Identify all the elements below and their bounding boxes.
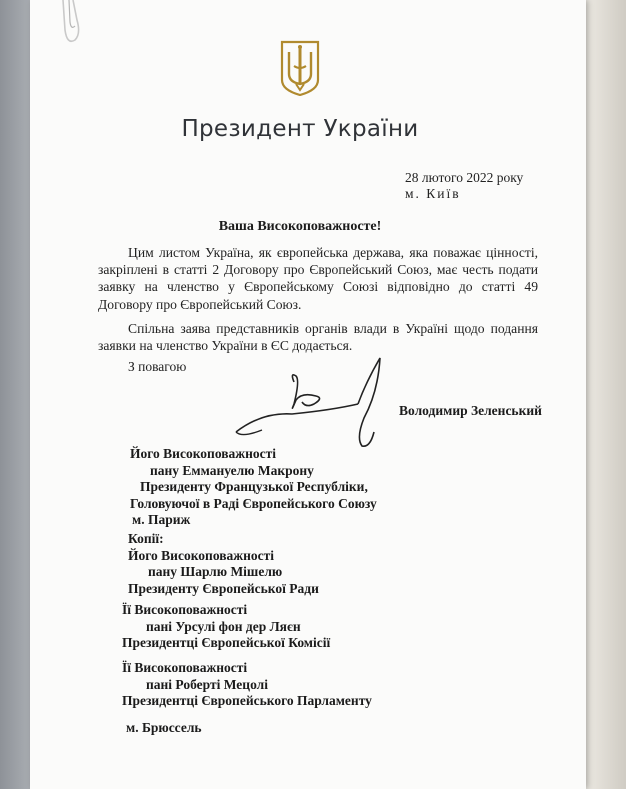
body-paragraph-1: Цим листом Україна, як європейська держава, яка поважає цінності, закріплені в статті 2 Договору про Європейський Союз, має честь подати заявку на членство у Європейському Союзі відповідно до статті 49 Договору про Європейський Союз. (98, 245, 538, 312)
copy-recipient-2 (122, 602, 330, 652)
copy-line: Її Високоповажності (122, 660, 248, 675)
copy-line: Її Високоповажності (122, 602, 248, 617)
addressee-line: пану Еммануелю Макрону (150, 462, 314, 478)
paper-clip-icon (55, 0, 85, 70)
addressee-line: Головуючої в Раді Європейського Союзу (130, 495, 377, 511)
page-title: Президент України (181, 116, 419, 142)
letter-city: м. Київ (405, 186, 461, 201)
copy-line: Президенту Європейської Ради (128, 580, 319, 596)
copies-label: Копії: (128, 531, 164, 546)
addressee-line: Президенту Французької Республіки, (140, 479, 368, 494)
closing-phrase: З повагою (128, 359, 187, 374)
addressee-line: Його Високоповажності (130, 446, 276, 461)
copy-line: пані Роберті Мецолі (146, 676, 268, 692)
addressee-line: м. Париж (132, 512, 191, 527)
copy-line: Президентці Європейської Комісії (122, 635, 331, 650)
addressee-block (130, 446, 377, 529)
copy-line: пану Шарлю Мішелю (148, 564, 283, 579)
copy-line: Його Високоповажності (128, 547, 274, 563)
trident-icon (278, 40, 322, 96)
copies-city: м. Брюссель (126, 720, 202, 735)
letter-date: 28 лютого 2022 року (405, 170, 524, 185)
signer-name: Володимир Зеленський (399, 403, 542, 418)
signature-icon (232, 352, 392, 452)
copy-recipient-3 (122, 660, 372, 710)
copy-line: пані Урсулі фон дер Ляєн (146, 618, 301, 634)
salutation: Ваша Високоповажносте! (218, 219, 382, 234)
copy-recipient-1 (128, 531, 319, 597)
body-paragraph-2: Спільна заява представників органів влади в Україні щодо подання заявки на членство України в ЄС додається. (98, 321, 538, 354)
copy-line: Президентці Європейського Парламенту (122, 693, 372, 708)
